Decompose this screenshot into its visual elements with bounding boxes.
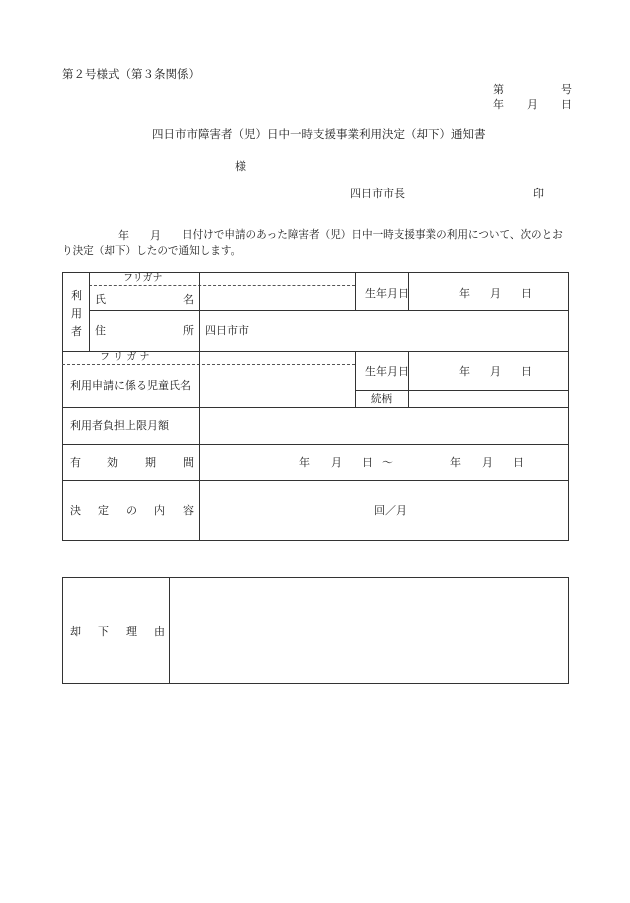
rejection-label-char: 下: [98, 625, 109, 638]
address-label-char: 住: [95, 324, 106, 337]
period-end-year: 年: [450, 456, 461, 469]
row-divider: [62, 480, 569, 481]
rejection-label-char: 却: [70, 625, 81, 638]
col-divider: [355, 272, 356, 310]
period-end-month: 月: [482, 456, 493, 469]
col-divider: [89, 272, 90, 351]
birth-date-label: 生年月日: [365, 287, 409, 300]
decision-label-char: 定: [98, 504, 109, 517]
period-end-day: 日: [513, 456, 524, 469]
decision-value: 回／月: [374, 504, 407, 517]
issuer-name: 四日市市長: [350, 187, 405, 200]
col-divider: [408, 351, 409, 407]
furigana-divider: [89, 285, 355, 286]
user-label-char: 用: [71, 307, 82, 320]
addressee-suffix: 様: [235, 160, 246, 173]
row-divider: [89, 310, 569, 311]
document-number-prefix: 第: [493, 83, 504, 96]
decision-label-char: 内: [154, 504, 165, 517]
decision-label-char: 決: [70, 504, 81, 517]
col-divider: [355, 351, 356, 407]
decision-label-char: の: [126, 504, 137, 517]
row-divider: [62, 407, 569, 408]
rejection-label-char: 理: [126, 625, 137, 638]
child-name-label: 利用申請に係る児童氏名: [70, 379, 191, 392]
name-label-char: 氏: [95, 293, 106, 306]
child-birth-date-label: 生年月日: [365, 365, 409, 378]
child-furigana-label: フ リ ガ ナ: [100, 352, 150, 363]
col-divider: [169, 577, 170, 684]
furigana-label: フリガナ: [123, 273, 163, 284]
period-start-month: 月: [331, 456, 342, 469]
child-birth-year: 年: [459, 365, 470, 378]
form-number-label: 第２号様式（第３条関係）: [62, 67, 200, 81]
period-separator: ～: [382, 456, 393, 469]
document-number-suffix: 号: [561, 83, 572, 96]
decision-label-char: 容: [183, 504, 194, 517]
child-furigana-divider: [62, 364, 355, 365]
period-start-day: 日: [362, 456, 373, 469]
burden-limit-label: 利用者負担上限月額: [70, 419, 169, 432]
period-label-char: 効: [107, 456, 118, 469]
rejection-label-char: 由: [154, 625, 165, 638]
name-label-char: 名: [183, 293, 194, 306]
user-label-char: 利: [71, 289, 82, 302]
child-birth-day: 日: [521, 365, 532, 378]
period-start-year: 年: [299, 456, 310, 469]
row-divider: [62, 444, 569, 445]
birth-year: 年: [459, 287, 470, 300]
birth-day: 日: [521, 287, 532, 300]
col-divider: [199, 272, 200, 541]
period-label-char: 有: [70, 456, 81, 469]
date-day: 日: [561, 98, 572, 111]
seal-mark: 印: [533, 187, 544, 200]
rejection-table: [62, 577, 569, 684]
body-month: 月: [150, 229, 161, 242]
child-birth-month: 月: [490, 365, 501, 378]
birth-month: 月: [490, 287, 501, 300]
date-year: 年: [493, 98, 504, 111]
body-text-line2: り決定（却下）したので通知します。: [62, 245, 242, 257]
period-label-char: 間: [183, 456, 194, 469]
address-value: 四日市市: [205, 324, 249, 337]
document-title: 四日市市障害者（児）日中一時支援事業利用決定（却下）通知書: [152, 127, 486, 141]
body-year: 年: [118, 229, 129, 242]
relation-label: 続柄: [371, 393, 392, 405]
period-label-char: 期: [145, 456, 156, 469]
body-text-line1: 日付けで申請のあった障害者（児）日中一時支援事業の利用について、次のとお: [182, 229, 563, 241]
address-label-char: 所: [183, 324, 194, 337]
date-month: 月: [527, 98, 538, 111]
row-divider: [355, 390, 569, 391]
user-label-char: 者: [71, 325, 82, 338]
